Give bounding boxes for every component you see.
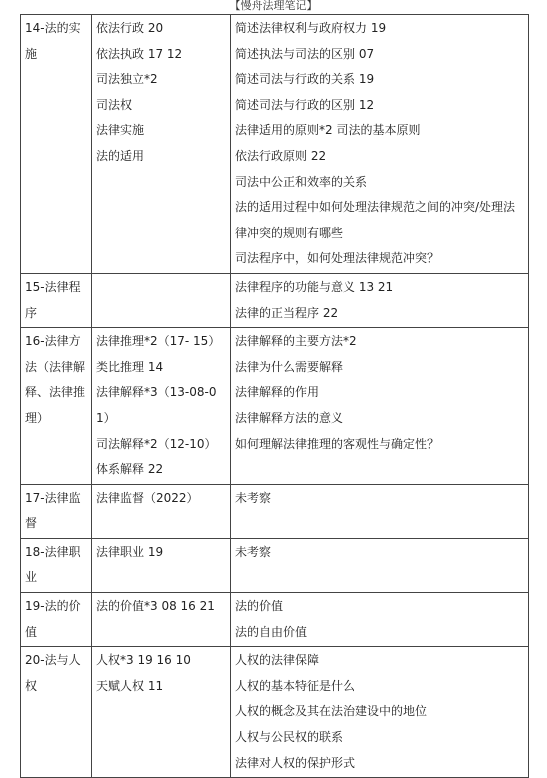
topic-cell: 14-法的实施: [21, 15, 92, 274]
notes-table: [20, 14, 529, 778]
questions-cell: [231, 328, 529, 485]
question-item: 法律为什么需要解释: [235, 359, 344, 374]
question-item: 简述法律权利与政府权力 19: [235, 21, 387, 35]
keyword-item: 依法行政 20: [96, 21, 164, 35]
keyword-item: 法律实施: [96, 123, 145, 138]
question-item: 法律解释的主要方法*2: [235, 334, 357, 349]
keywords-cell: [92, 593, 231, 647]
question-item: 人权的法律保障: [235, 653, 320, 668]
question-item: 人权的基本特征是什么: [235, 678, 356, 693]
question-item: 人权与公民权的联系: [235, 730, 344, 745]
question-item: 法律解释的作用: [235, 385, 320, 400]
table-row: [21, 538, 529, 592]
table-row: [21, 484, 529, 538]
keywords-cell: [92, 273, 231, 327]
keyword-item: 人权*3 19 16 10: [96, 653, 191, 668]
topic-cell: 15-法律程序: [21, 273, 92, 327]
topic-cell: 16-法律方法（法律解释、法律推理）: [21, 328, 92, 485]
table-row: [21, 647, 529, 778]
questions-cell: [231, 15, 529, 274]
table-row: [21, 273, 529, 327]
question-item: 司法程序中，如何处理法律规范冲突？: [235, 251, 440, 266]
question-item: 未考察: [235, 544, 272, 559]
question-item: 司法中公正和效率的关系: [235, 174, 368, 189]
keywords-cell: [92, 328, 231, 485]
notes-table-body: [21, 15, 529, 778]
keyword-item: 司法独立*2: [96, 72, 158, 87]
topic-cell: 20-法与人权: [21, 647, 92, 778]
question-item: 如何理解法律推理的客观性与确定性？: [235, 436, 440, 451]
questions-cell: [231, 273, 529, 327]
table-row: [21, 593, 529, 647]
question-item: 法律的正当程序 22: [235, 305, 339, 320]
keyword-item: 法律职业 19: [96, 544, 164, 559]
keywords-cell: [92, 647, 231, 778]
question-item: 依法行政原则 22: [235, 148, 327, 163]
questions-cell: [231, 484, 529, 538]
keyword-item: 体系解释 22: [96, 462, 164, 477]
keyword-item: 类比推理 14: [96, 359, 164, 374]
keywords-cell: [92, 484, 231, 538]
keyword-item: 天赋人权 11: [96, 678, 164, 693]
page-header-title: 【慢舟法理笔记】: [229, 0, 318, 12]
question-item: 法的价值: [235, 599, 284, 614]
question-item: 法的自由价值: [235, 624, 308, 639]
questions-cell: [231, 647, 529, 778]
question-item: 法律解释方法的意义: [235, 410, 344, 425]
question-item: 未考察: [235, 490, 272, 505]
keywords-cell: [92, 15, 231, 274]
questions-cell: [231, 538, 529, 592]
keyword-item: 法的适用: [96, 148, 145, 163]
keyword-item: 司法解释*2（12-10）: [96, 436, 217, 451]
keyword-item: 法律推理*2（17- 15）: [96, 334, 221, 349]
topic-cell: 17-法律监督: [21, 484, 92, 538]
keyword-item: 依法执政 17 12: [96, 46, 183, 61]
keyword-item: 法律监督（2022）: [96, 490, 199, 505]
question-item: 人权的概念及其在法治建设中的地位: [235, 704, 428, 719]
keyword-item: 法的价值*3 08 16 21: [96, 599, 215, 614]
topic-cell: 18-法律职业: [21, 538, 92, 592]
question-item: 法律适用的原则*2 司法的基本原则: [235, 123, 421, 138]
table-row: [21, 15, 529, 274]
keyword-item: 法律解释*3（13-08-01）: [96, 385, 217, 425]
keyword-item: 司法权: [96, 97, 133, 112]
question-item: 法律对人权的保护形式: [235, 755, 356, 770]
topic-cell: 19-法的价值: [21, 593, 92, 647]
keywords-cell: [92, 538, 231, 592]
question-item: 法的适用过程中如何处理法律规范之间的冲突/处理法律冲突的规则有哪些: [235, 200, 516, 240]
question-item: 简述司法与行政的区别 12: [235, 97, 375, 112]
question-item: 简述司法与行政的关系 19: [235, 72, 375, 87]
table-row: [21, 328, 529, 485]
question-item: 法律程序的功能与意义 13 21: [235, 279, 394, 294]
question-item: 简述执法与司法的区别 07: [235, 46, 375, 61]
questions-cell: [231, 593, 529, 647]
